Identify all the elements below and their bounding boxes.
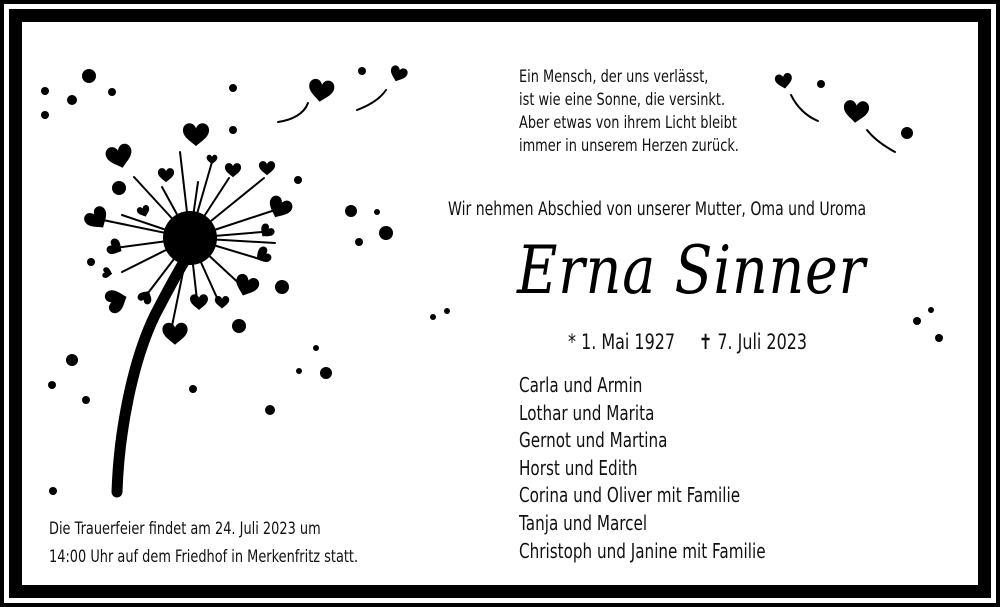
- funeral-info-line: 14:00 Uhr auf dem Friedhof in Merkenfritz statt.: [49, 547, 359, 567]
- cross-icon: ✝: [698, 330, 713, 354]
- mourner-item: Tanja und Marcel: [519, 510, 648, 535]
- death-date: 7. Juli 2023: [717, 330, 808, 354]
- mourner-item: Gernot und Martina: [519, 428, 668, 453]
- mourner-item: Corina und Oliver mit Familie: [519, 483, 741, 508]
- poem-line: Ein Mensch, der uns verlässt,: [519, 67, 709, 87]
- mourner-item: Lothar und Marita: [519, 400, 655, 425]
- deceased-name: Erna Sinner: [517, 232, 867, 309]
- mourners-list: [519, 372, 766, 565]
- mourner-item: Carla und Armin: [519, 373, 643, 397]
- birth-symbol: *: [568, 330, 576, 354]
- mourner-item: Horst und Edith: [519, 455, 638, 480]
- life-dates: [568, 330, 807, 354]
- poem-line: Aber etwas von ihrem Licht bleibt: [519, 113, 737, 133]
- poem-line: ist wie eine Sonne, die versinkt.: [519, 90, 726, 110]
- funeral-info-line: Die Trauerfeier findet am 24. Juli 2023 um: [49, 519, 321, 539]
- intro-text: Wir nehmen Abschied von unserer Mutter, Oma und Uroma: [448, 199, 867, 220]
- poem: [519, 66, 739, 158]
- mourner-item: Christoph und Janine mit Familie: [519, 538, 766, 563]
- birth-date: 1. Mai 1927: [581, 330, 676, 354]
- poem-line: immer in unserem Herzen zurück.: [519, 136, 739, 156]
- funeral-info: [49, 515, 358, 571]
